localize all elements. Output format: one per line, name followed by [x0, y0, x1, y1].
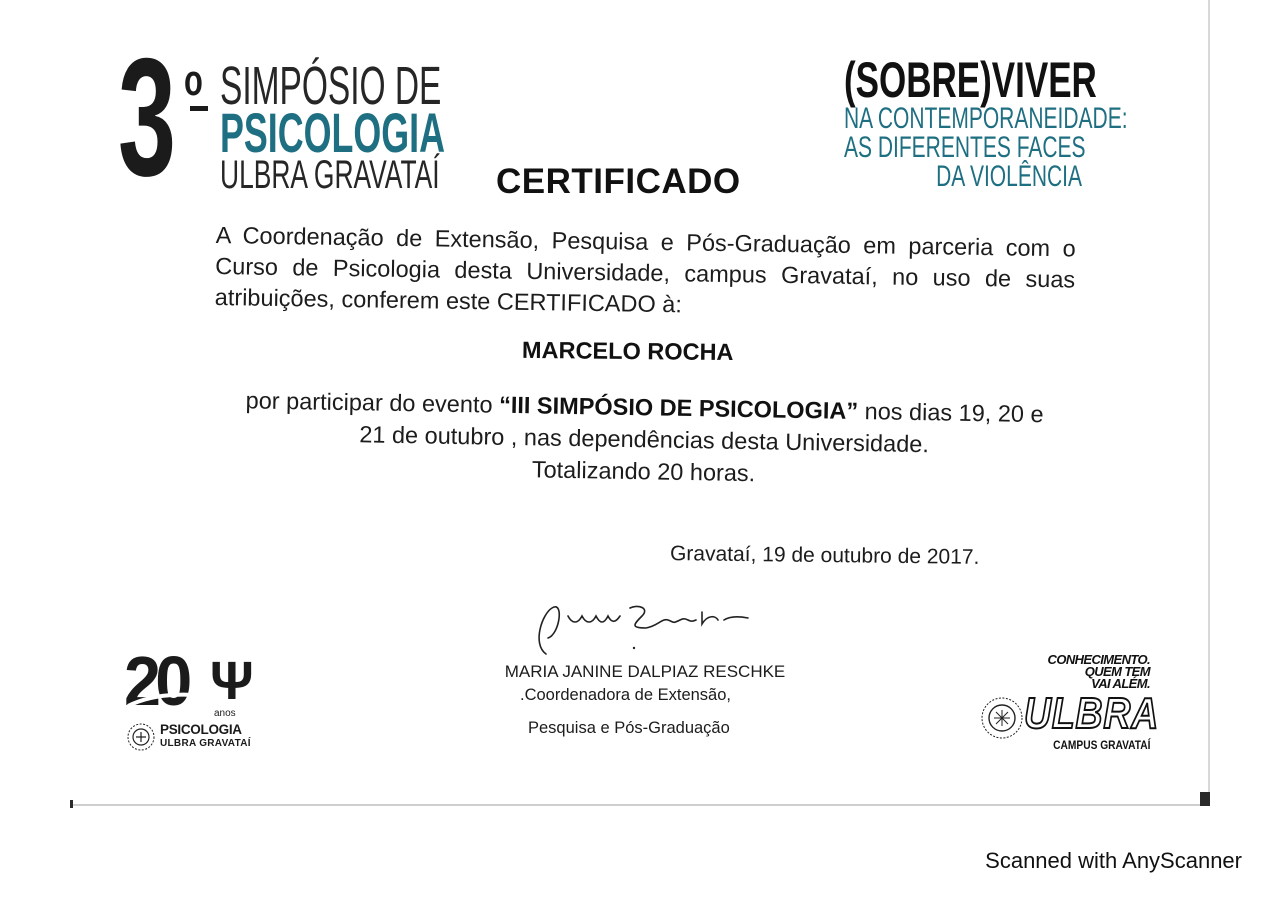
event-total: Totalizando 20 horas.	[531, 456, 756, 487]
certificate-title: CERTIFICADO	[496, 162, 741, 201]
signatory-role-1: .Coordenadora de Extensão,	[520, 686, 731, 704]
anniversary-number: 20	[124, 642, 187, 720]
theme-title: (SOBRE)VIVER	[844, 52, 1097, 108]
university-seal-icon	[126, 722, 156, 752]
certificate-intro: A Coordenação de Extensão, Pesquisa e Pós-Graduação em parceria com o Curso de Psicologia desta Universidade, campus Gravataí, no uso de suas atribuições, conferem este CERTIFICADO à:	[214, 221, 1076, 318]
scanner-watermark: Scanned with AnyScanner	[985, 848, 1242, 873]
anniversary-campus: ULBRA GRAVATAÍ	[160, 738, 251, 749]
paper-edge-right	[1208, 0, 1210, 806]
symposium-ordinal: o	[184, 56, 203, 105]
slogan-line-1: CONHECIMENTO.	[1047, 652, 1150, 667]
symposium-line-1: SIMPÓSIO DE	[220, 56, 442, 116]
psychology-20-years-logo	[122, 642, 254, 755]
handwritten-signature	[512, 594, 772, 660]
theme-line-3: DA VIOLÊNCIA	[936, 160, 1082, 193]
symposium-line-2: PSICOLOGIA	[220, 101, 446, 164]
event-prefix: por participar do evento	[245, 387, 493, 418]
symposium-line-3: ULBRA GRAVATAÍ	[220, 153, 440, 197]
psi-symbol: Ψ	[210, 651, 254, 711]
ulbra-seal-icon	[980, 696, 1024, 740]
event-name: “III SIMPÓSIO DE PSICOLOGIA”	[498, 391, 859, 424]
event-suffix: nos dias 19, 20 e 21 de outubro , nas dependências desta Universidade.	[359, 398, 1044, 458]
paper-edge-bottom	[70, 804, 1210, 806]
recipient-name: MARCELO ROCHA	[521, 336, 734, 366]
ordinal-underline	[190, 106, 208, 111]
symposium-number: 3	[118, 23, 174, 211]
slogan-line-3: VAI ALÉM.	[1091, 676, 1150, 691]
signatory-name: MARIA JANINE DALPIAZ RESCHKE	[504, 662, 786, 681]
ulbra-slogan	[1048, 654, 1150, 690]
scan-corner-mark	[1200, 792, 1210, 806]
ulbra-campus: CAMPUS GRAVATAÍ	[1052, 738, 1150, 752]
event-theme	[742, 52, 1128, 193]
scan-corner-mark-left	[70, 800, 73, 808]
ulbra-logo	[978, 652, 1158, 762]
event-description	[228, 384, 1060, 494]
symposium-logo	[118, 23, 446, 211]
anniversary-course: PSICOLOGIA	[160, 722, 242, 737]
ulbra-wordmark: ULBRA	[1024, 689, 1160, 738]
theme-line-2: AS DIFERENTES FACES	[844, 131, 1086, 164]
anniversary-anos: anos	[214, 708, 236, 719]
issue-date: Gravataí, 19 de outubro de 2017.	[669, 542, 980, 569]
signatory-role-2: Pesquisa e Pós-Graduação	[528, 719, 730, 737]
slogan-line-2: QUEM TEM	[1084, 664, 1150, 679]
theme-line-1: NA CONTEMPORANEIDADE:	[844, 102, 1128, 135]
